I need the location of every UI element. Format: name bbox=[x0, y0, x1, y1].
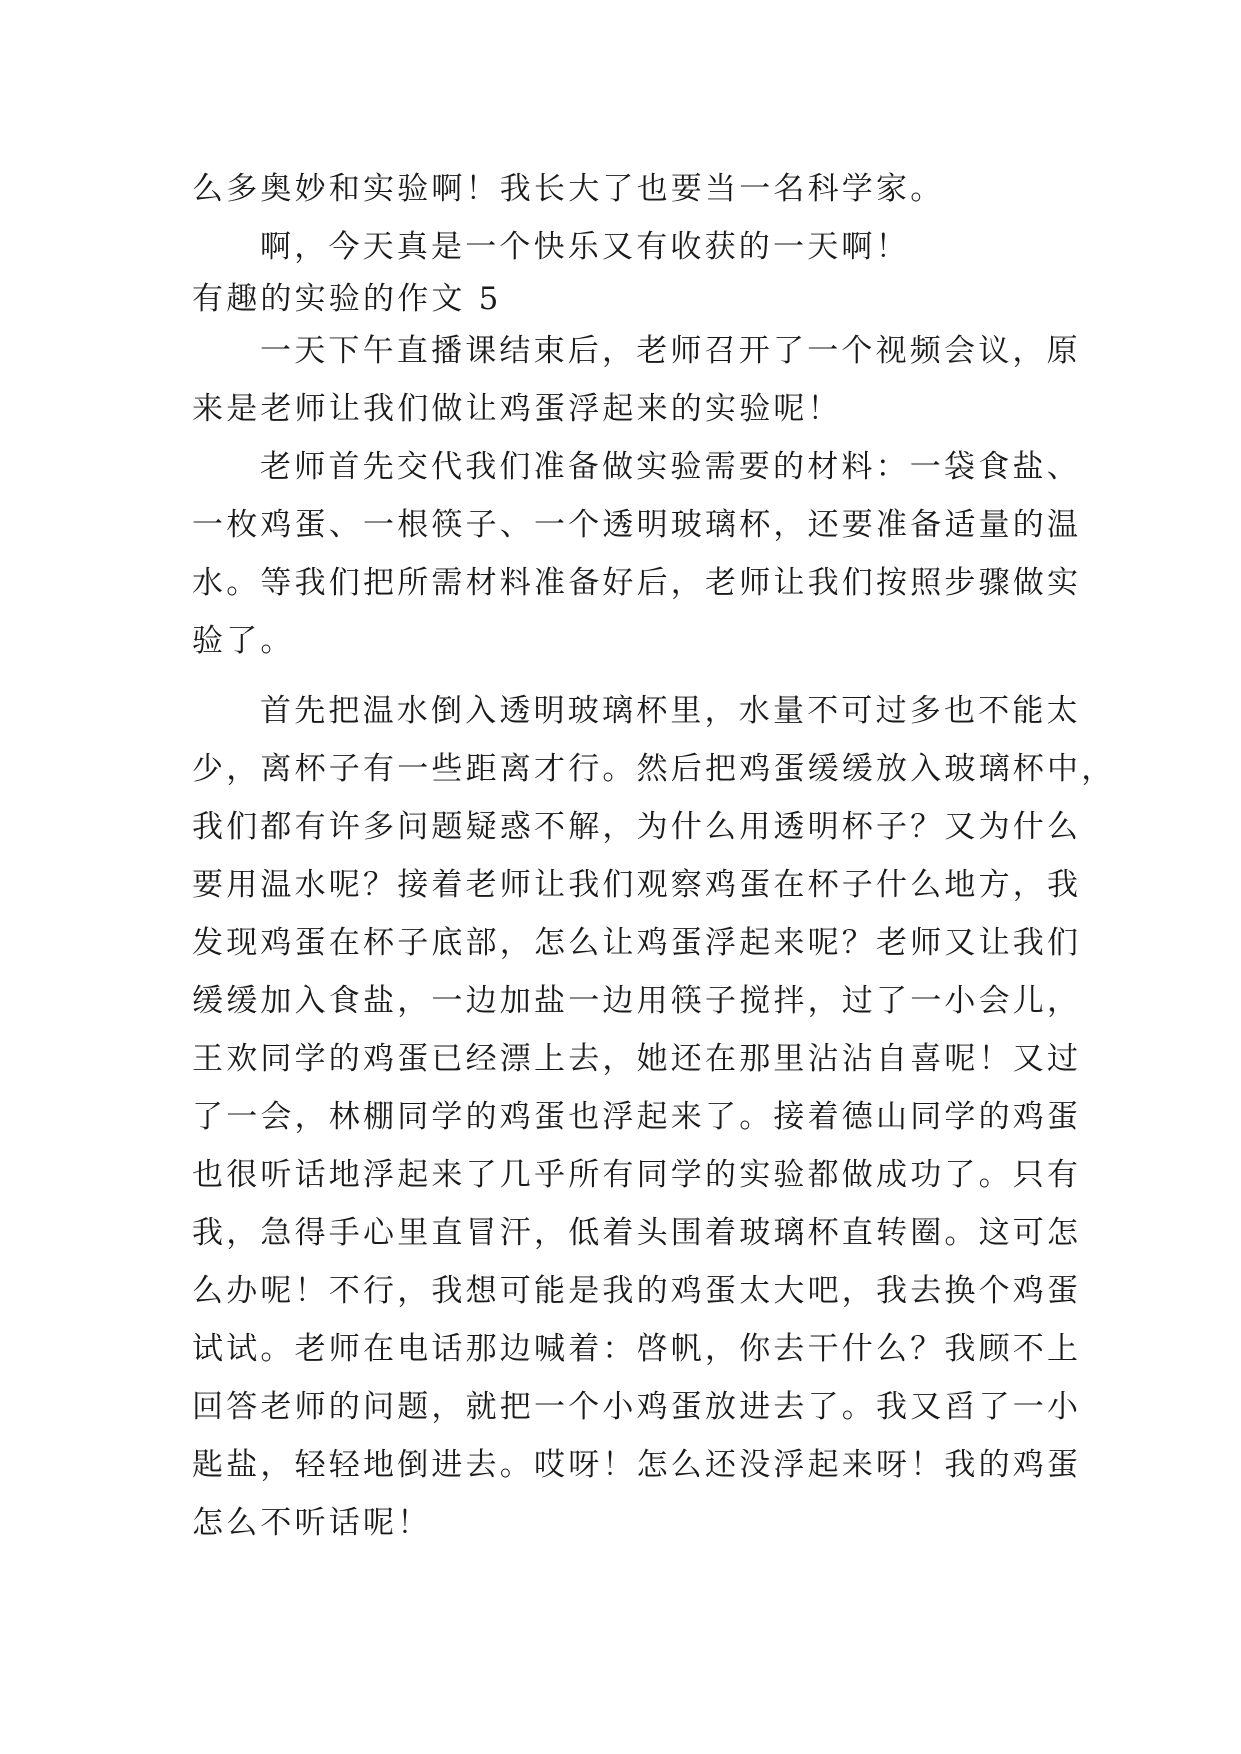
text-line: 缓缓加入食盐，一边加盐一边用筷子搅拌，过了一小会儿， bbox=[192, 983, 1082, 1019]
text-line: 验了。 bbox=[192, 623, 295, 659]
text-line: 老师首先交代我们准备做实验需要的材料：一袋食盐、 bbox=[260, 449, 1081, 485]
text-line: 怎么不听话呢！ bbox=[192, 1505, 432, 1541]
essay-heading: 有趣的实验的作文 5 bbox=[192, 281, 502, 317]
text-line: 啊，今天真是一个快乐又有收获的一天啊！ bbox=[260, 229, 910, 265]
text-line: 了一会，林棚同学的鸡蛋也浮起来了。接着德山同学的鸡蛋 bbox=[192, 1099, 1082, 1135]
text-line: 首先把温水倒入透明玻璃杯里，水量不可过多也不能太 bbox=[260, 693, 1081, 729]
text-line: 少，离杯子有一些距离才行。然后把鸡蛋缓缓放入玻璃杯中， bbox=[192, 751, 1116, 787]
text-line: 我，急得手心里直冒汗，低着头围着玻璃杯直转圈。这可怎 bbox=[192, 1215, 1082, 1251]
text-line: 么办呢！不行，我想可能是我的鸡蛋太大吧，我去换个鸡蛋 bbox=[192, 1273, 1082, 1309]
text-line: 我们都有许多问题疑惑不解，为什么用透明杯子？又为什么 bbox=[192, 809, 1082, 845]
text-line: 匙盐，轻轻地倒进去。哎呀！怎么还没浮起来呀！我的鸡蛋 bbox=[192, 1447, 1082, 1483]
text-line: 要用温水呢？接着老师让我们观察鸡蛋在杯子什么地方，我 bbox=[192, 867, 1082, 903]
text-line: 回答老师的问题，就把一个小鸡蛋放进去了。我又舀了一小 bbox=[192, 1389, 1082, 1425]
text-line: 么多奥妙和实验啊！我长大了也要当一名科学家。 bbox=[192, 171, 945, 207]
text-line: 王欢同学的鸡蛋已经漂上去，她还在那里沾沾自喜呢！又过 bbox=[192, 1041, 1082, 1077]
essay-body bbox=[192, 160, 1116, 1552]
text-line: 一枚鸡蛋、一根筷子、一个透明玻璃杯，还要准备适量的温 bbox=[192, 507, 1082, 543]
text-line: 发现鸡蛋在杯子底部，怎么让鸡蛋浮起来呢？老师又让我们 bbox=[192, 925, 1082, 961]
text-line: 试试。老师在电话那边喊着：啓帆，你去干什么？我顾不上 bbox=[192, 1331, 1082, 1367]
text-line: 来是老师让我们做让鸡蛋浮起来的实验呢！ bbox=[192, 391, 842, 427]
text-line: 一天下午直播课结束后，老师召开了一个视频会议，原 bbox=[260, 333, 1081, 369]
text-line: 水。等我们把所需材料准备好后，老师让我们按照步骤做实 bbox=[192, 565, 1082, 601]
text-line: 也很听话地浮起来了几乎所有同学的实验都做成功了。只有 bbox=[192, 1157, 1082, 1193]
paragraph-gap bbox=[192, 670, 1052, 682]
